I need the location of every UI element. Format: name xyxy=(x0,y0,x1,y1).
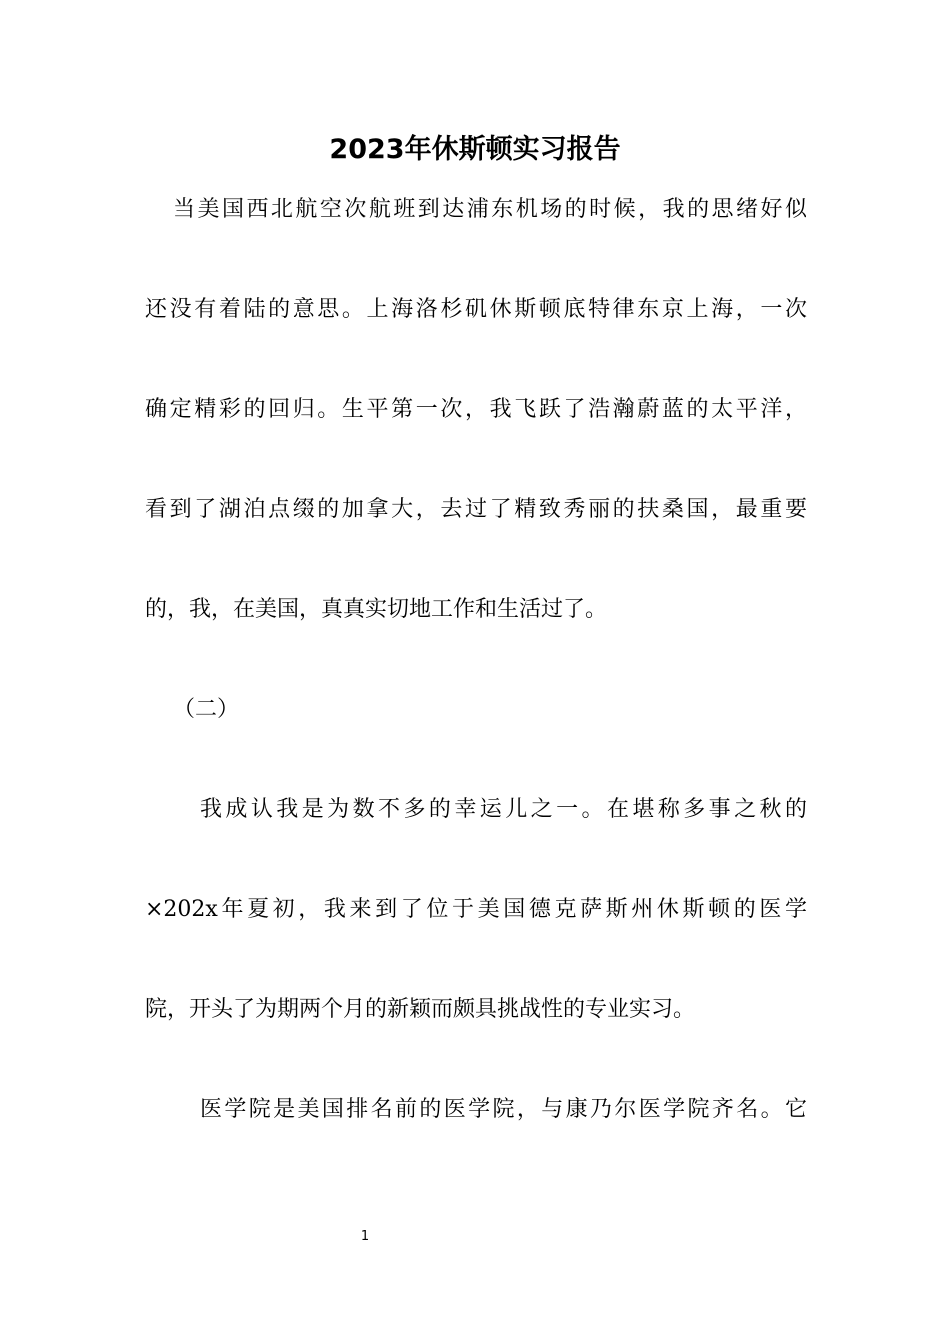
section-heading: （二） xyxy=(173,697,240,722)
body-line-3: 确定精彩的回归。生平第一次，我飞跃了浩瀚蔚蓝的太平洋， xyxy=(145,397,807,422)
body-line-5: 的，我，在美国，真真实切地工作和生活过了。 xyxy=(145,597,608,622)
body-line-7: ×202x年夏初，我来到了位于美国德克萨斯州休斯顿的医学 xyxy=(145,897,807,922)
body-line-4: 看到了湖泊点缀的加拿大，去过了精致秀丽的扶桑国，最重要 xyxy=(145,497,807,522)
page-title: 2023年休斯顿实习报告 xyxy=(329,134,621,165)
page-number: 1 xyxy=(360,1229,370,1244)
body-line-1: 当美国西北航空次航班到达浦东机场的时候，我的思绪好似 xyxy=(173,197,807,222)
body-line-9: 医学院是美国排名前的医学院，与康乃尔医学院齐名。它 xyxy=(200,1097,807,1122)
body-line-6: 我成认我是为数不多的幸运儿之一。在堪称多事之秋的 xyxy=(200,797,807,822)
body-line-2: 还没有着陆的意思。上海洛杉矶休斯顿底特律东京上海，一次 xyxy=(145,297,807,322)
body-line-8: 院，开头了为期两个月的新颖而颇具挑战性的专业实习。 xyxy=(145,997,696,1022)
